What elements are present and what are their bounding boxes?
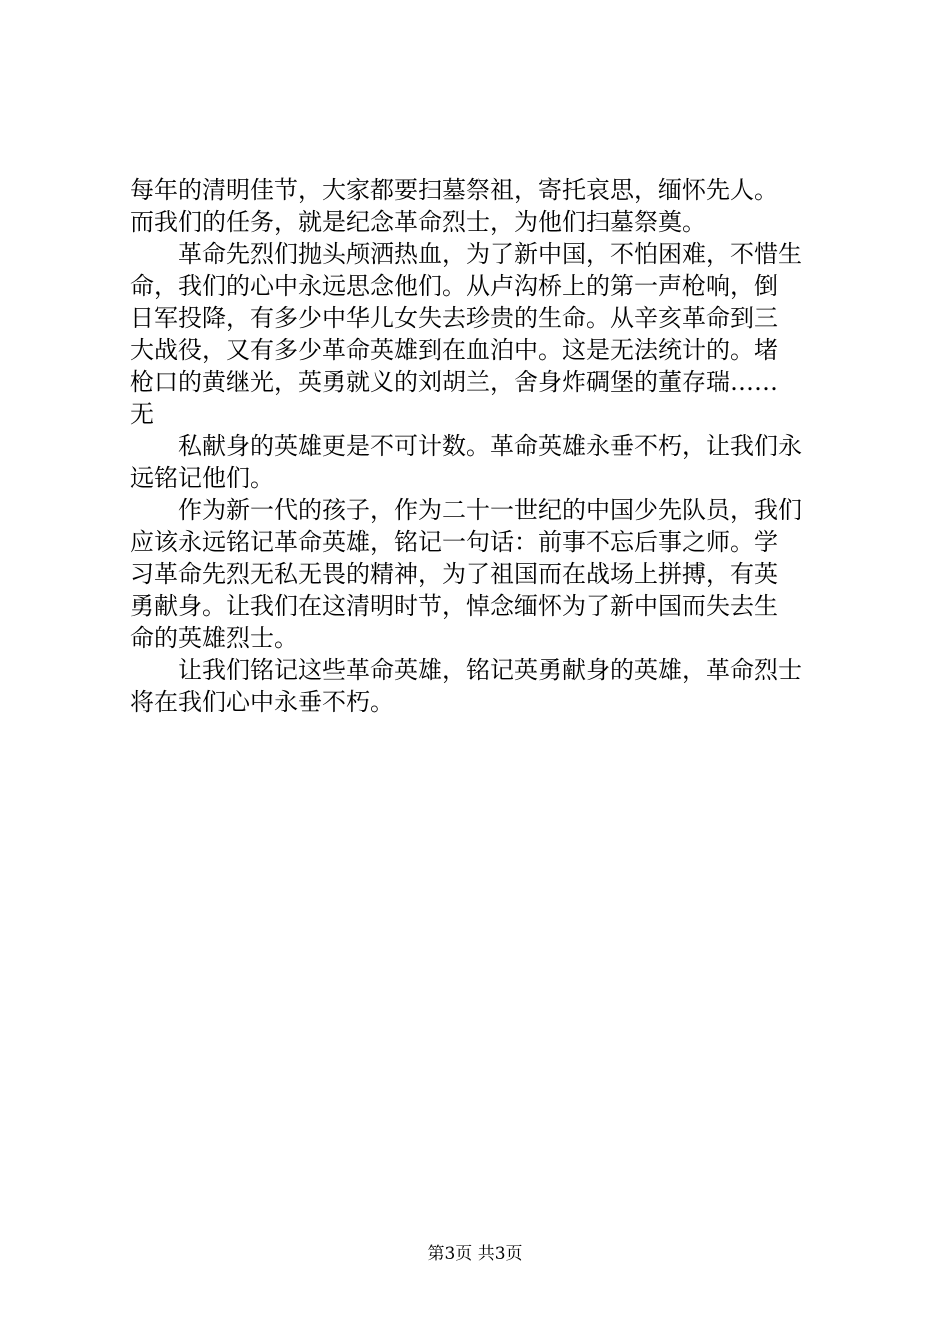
text-line: 命，我们的心中永远思念他们。从卢沟桥上的第一声枪响，倒 — [130, 272, 778, 300]
text-line: 勇献身。让我们在这清明时节，悼念缅怀为了新中国而失去生 — [130, 592, 778, 620]
text-line: 应该永远铭记革命英雄，铭记一句话：前事不忘后事之师。学 — [130, 528, 778, 556]
text-line: 革命先烈们抛头颅洒热血，为了新中国，不怕困难，不惜生 — [130, 240, 802, 268]
text-line: 作为新一代的孩子，作为二十一世纪的中国少先队员，我们 — [130, 496, 802, 524]
text-line: 将在我们心中永垂不朽。 — [130, 688, 394, 716]
text-line: 私献身的英雄更是不可计数。革命英雄永垂不朽，让我们永 — [130, 432, 802, 460]
text-line: 命的英雄烈士。 — [130, 624, 298, 652]
text-line: 无 — [130, 400, 154, 428]
text-line: 远铭记他们。 — [130, 464, 274, 492]
text-line: 而我们的任务，就是纪念革命烈士，为他们扫墓祭奠。 — [130, 208, 706, 236]
text-line: 大战役，又有多少革命英雄到在血泊中。这是无法统计的。堵 — [130, 336, 778, 364]
text-line: 日军投降，有多少中华儿女失去珍贵的生命。从辛亥革命到三 — [130, 304, 778, 332]
text-line: 习革命先烈无私无畏的精神，为了祖国而在战场上拼搏，有英 — [130, 560, 778, 588]
document-body — [130, 174, 830, 718]
text-line: 每年的清明佳节，大家都要扫墓祭祖，寄托哀思，缅怀先人。 — [130, 176, 778, 204]
page-number-footer: 第3页 共3页 — [427, 1244, 523, 1264]
text-line: 枪口的黄继光，英勇就义的刘胡兰，舍身炸碉堡的董存瑞…… — [130, 368, 778, 396]
text-line: 让我们铭记这些革命英雄，铭记英勇献身的英雄，革命烈士 — [130, 656, 802, 684]
